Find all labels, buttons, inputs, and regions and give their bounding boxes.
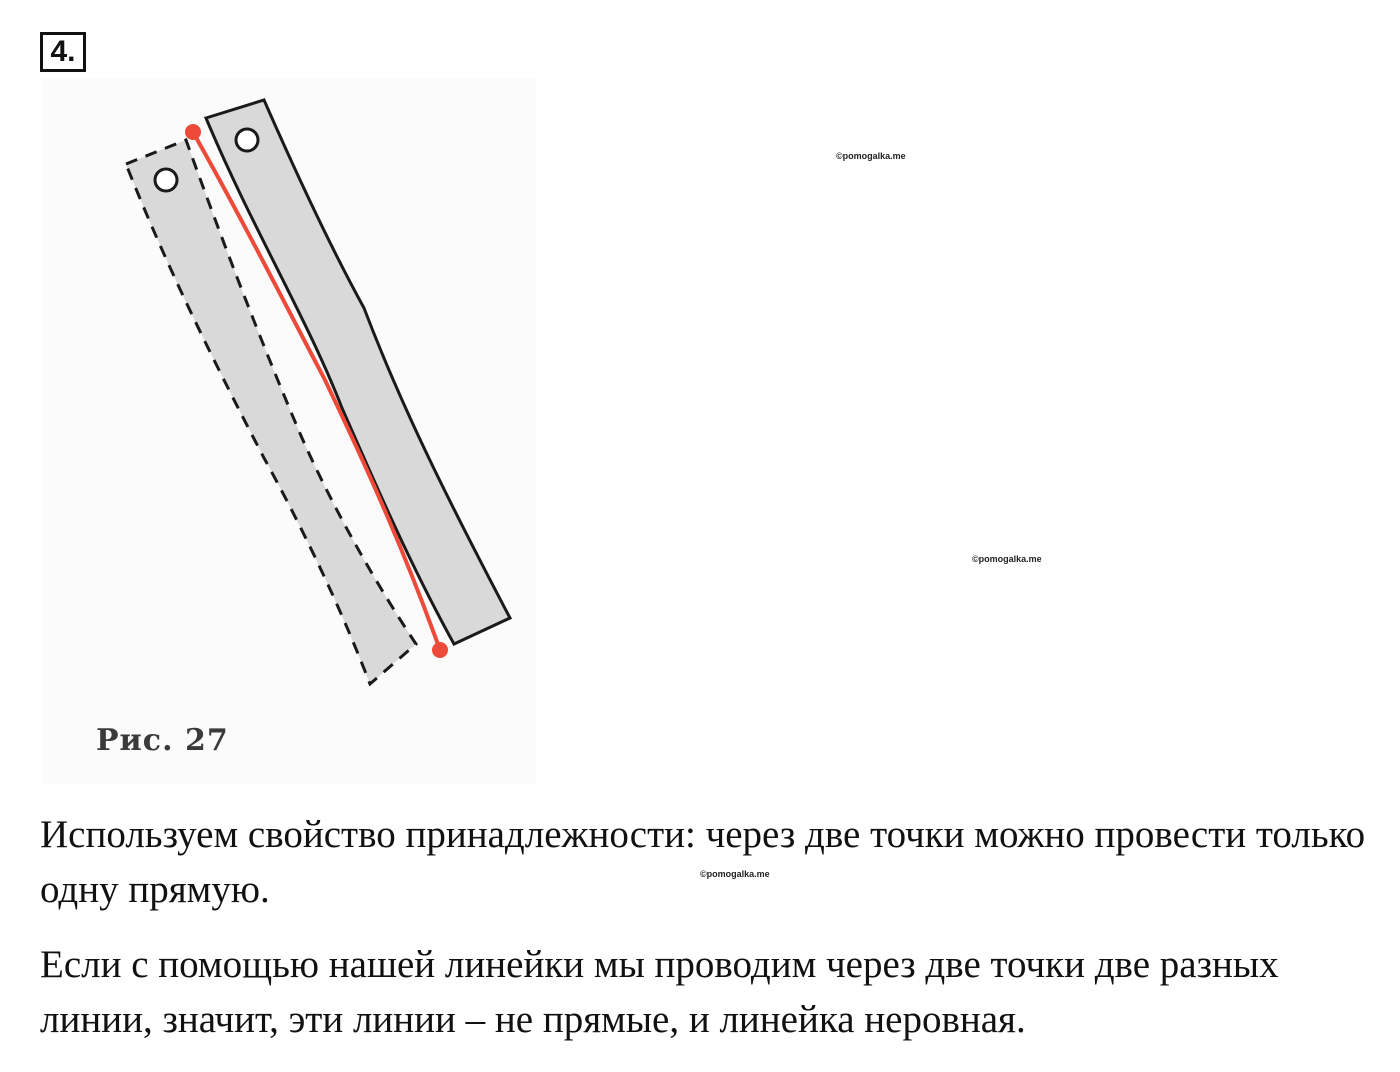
watermark-bottom: ©pomogalka.me — [700, 869, 770, 879]
figure-caption: Рис. 27 — [96, 723, 229, 758]
point-bottom — [432, 642, 448, 658]
task-number: 4. — [40, 32, 86, 72]
ruler-figure — [42, 78, 536, 784]
figure-panel — [42, 78, 536, 784]
point-top — [185, 124, 201, 140]
watermark-middle: ©pomogalka.me — [972, 554, 1042, 564]
paragraph-1: Используем свойство принадлежности: через две точки можно провести только одну прямую. — [40, 813, 1366, 911]
watermark-top: ©pomogalka.me — [836, 151, 906, 161]
paragraph-2: Если с помощью нашей линейки мы проводим через две точки две разных линии, значит, эти линии – не прямые, и линейка неровная. — [40, 943, 1279, 1041]
hole-icon — [155, 169, 177, 191]
hole-icon — [236, 129, 258, 151]
